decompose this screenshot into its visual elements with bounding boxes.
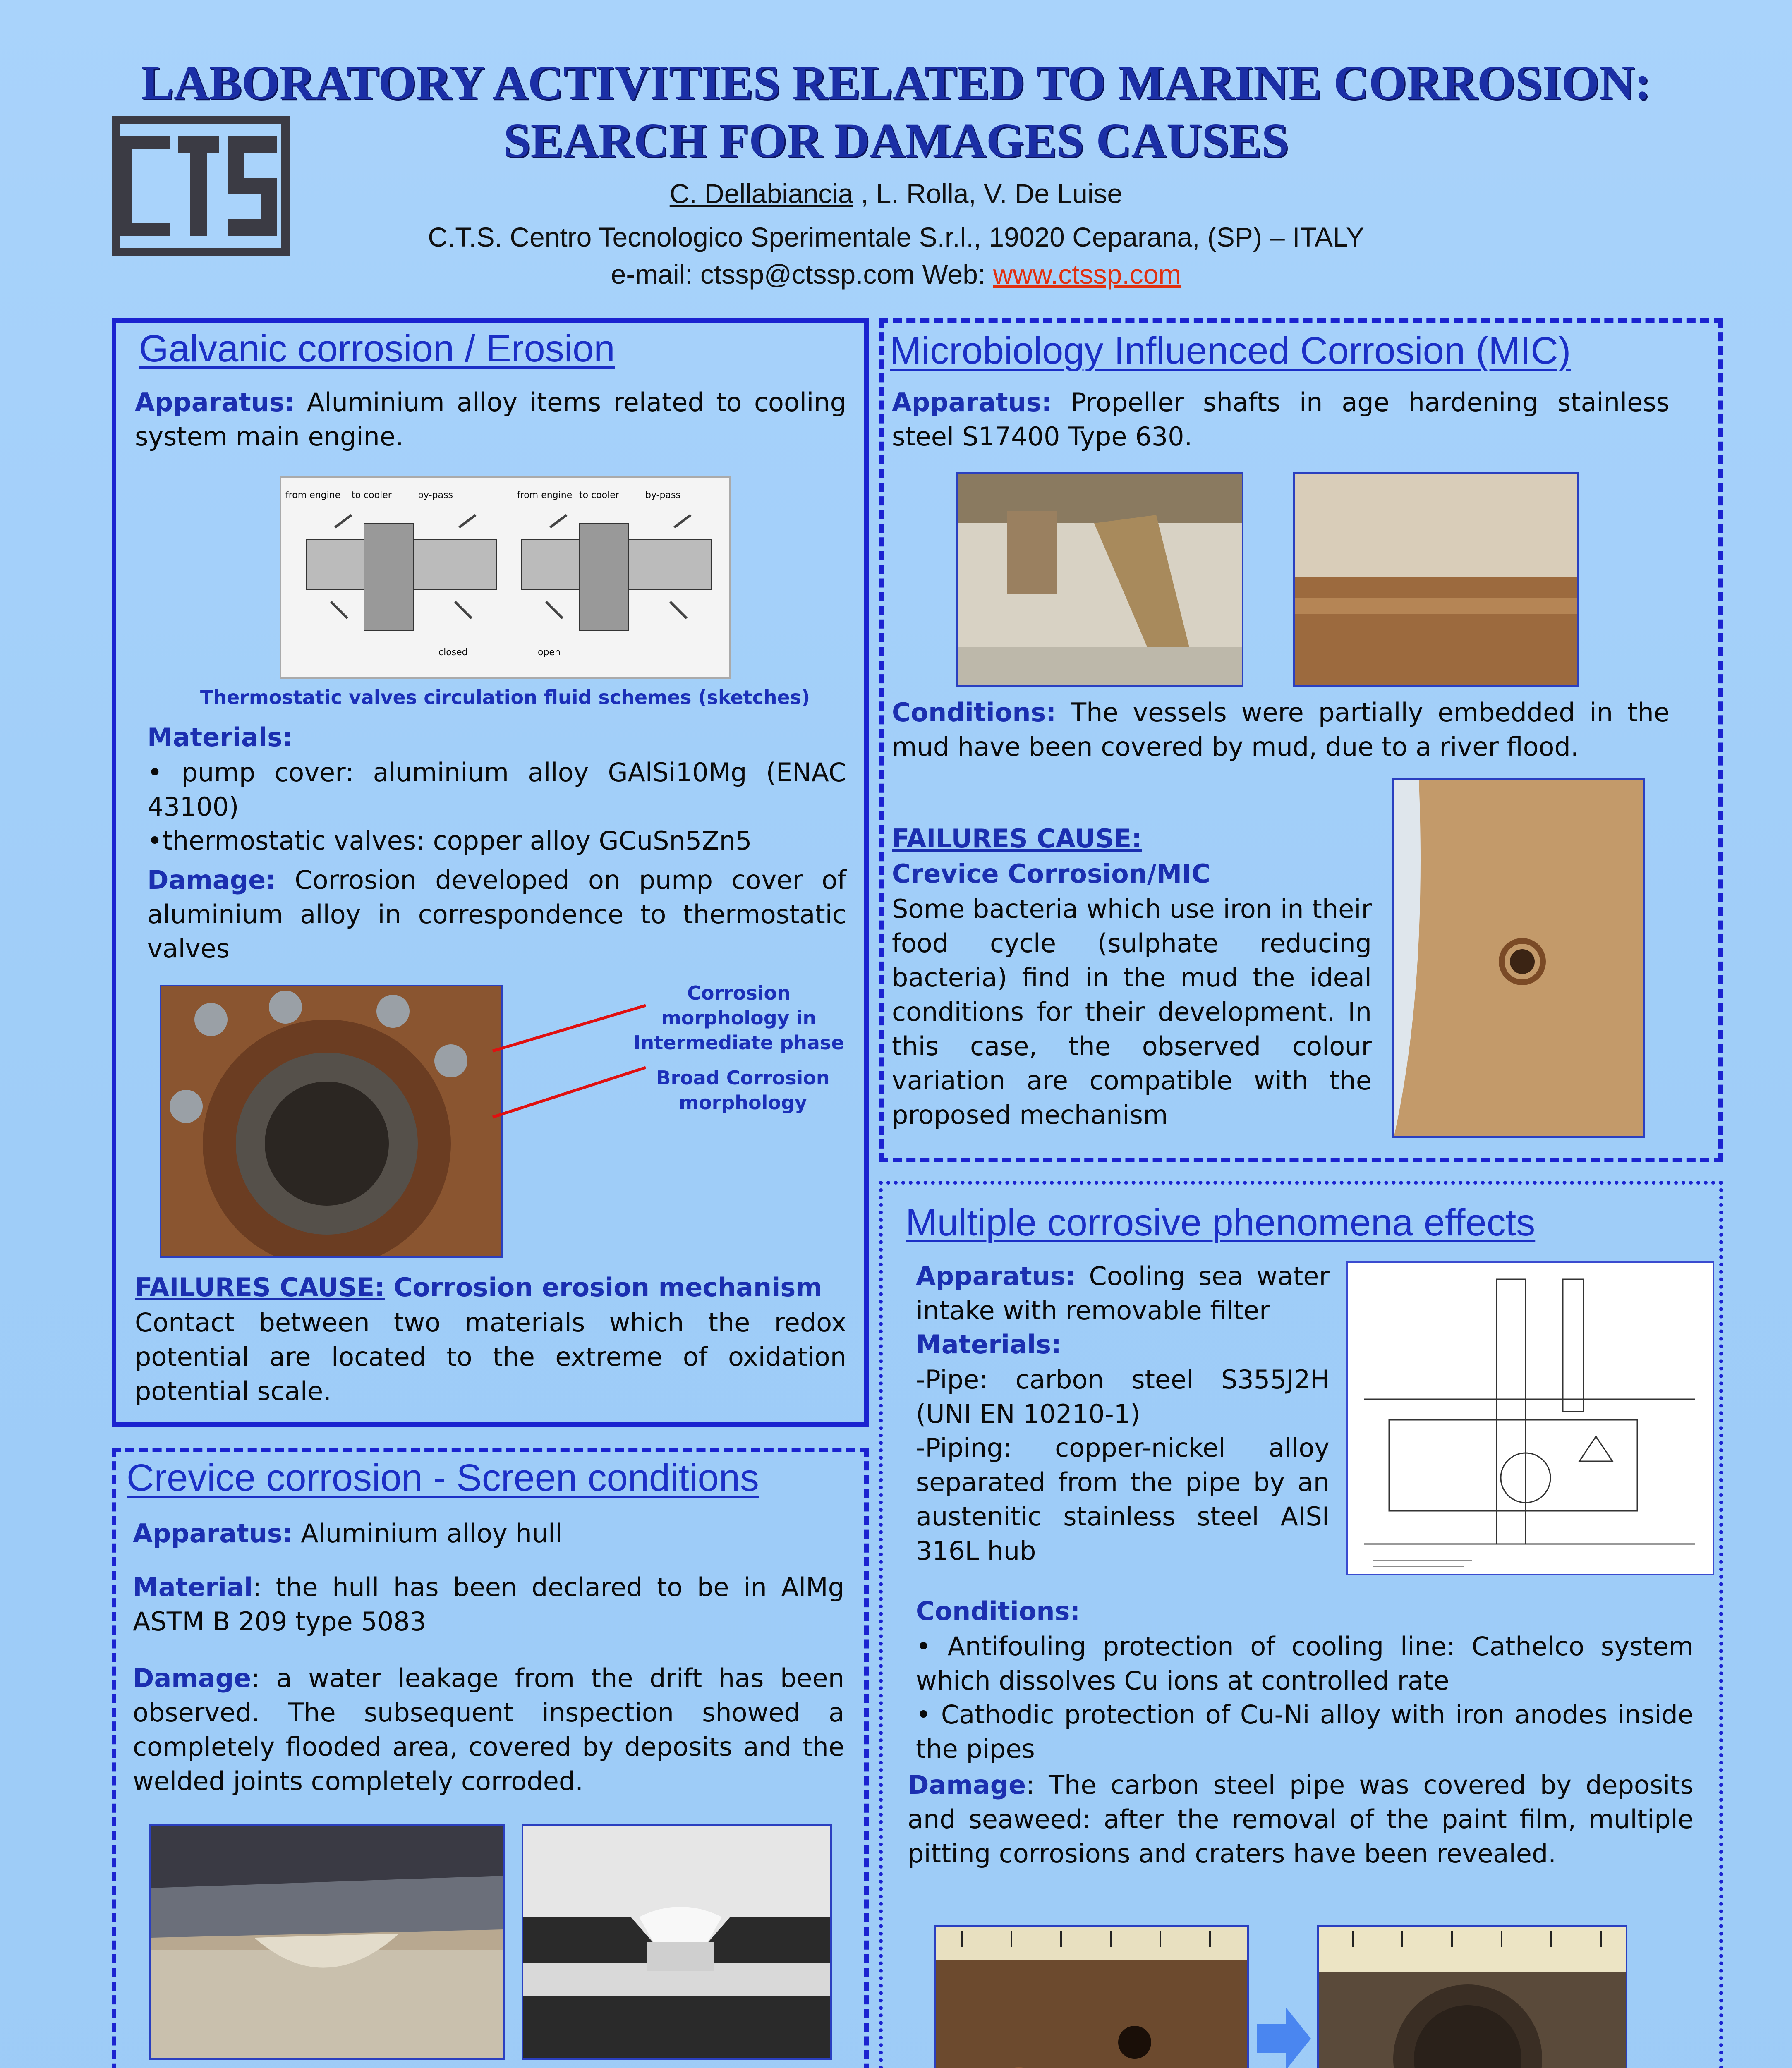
co-authors: , L. Rolla, V. De Luise bbox=[853, 178, 1123, 209]
multiple-condition-2: • Cathodic protection of Cu-Ni alloy with iron anodes inside the pipes bbox=[916, 1699, 1694, 1764]
panel-mic bbox=[879, 318, 1723, 1162]
panel-multiple bbox=[879, 1181, 1723, 2068]
multiple-material-1: -Pipe: carbon steel S355J2H (UNI EN 10210-1) bbox=[916, 1364, 1330, 1429]
crevice-apparatus: Apparatus: Aluminium alloy hull bbox=[133, 1518, 563, 1549]
hull-weld-photo bbox=[149, 1824, 505, 2060]
poster-title bbox=[0, 54, 1792, 170]
crevice-damage: Damage: a water leakage from the drift has been observed. The subsequent inspection showed a completely flooded area, covered by deposits and the welded joints completely corroded. bbox=[133, 1663, 844, 1796]
panel-title-mic: Microbiology Influenced Corrosion (MIC) bbox=[890, 330, 1571, 372]
pump-cover-photo bbox=[160, 985, 503, 1258]
website-link[interactable]: www.ctssp.com bbox=[993, 259, 1181, 290]
authors bbox=[0, 178, 1792, 209]
propeller-shaft-photo-1 bbox=[956, 472, 1243, 687]
galvanic-failure-heading: FAILURES CAUSE: Corrosion erosion mechanism bbox=[135, 1272, 822, 1302]
right-arrow-icon bbox=[1257, 2008, 1311, 2068]
multiple-apparatus: Apparatus: Cooling sea water intake with removable filter bbox=[916, 1261, 1330, 1326]
sketch-label: to cooler bbox=[579, 490, 619, 500]
annotation-intermediate-phase: Corrosion morphology in Intermediate phase bbox=[633, 982, 844, 1054]
galvanic-apparatus: Apparatus: Aluminium alloy items related to cooling system main engine. bbox=[135, 387, 846, 452]
crevice-material: Material: the hull has been declared to be in AlMg ASTM B 209 type 5083 bbox=[133, 1572, 844, 1637]
galvanic-material-1: • pump cover: aluminium alloy GAlSi10Mg (ENAC 43100) bbox=[147, 757, 846, 822]
galvanic-failure-text: Contact between two materials which the redox potential are located to the extreme of oxidation potential scale. bbox=[135, 1307, 846, 1406]
sketch-label: closed bbox=[438, 647, 468, 658]
multiple-conditions-label: Conditions: bbox=[916, 1596, 1080, 1626]
multiple-material-2: -Piping: copper-nickel alloy separated from the pipe by an austenitic stainless steel AISI 316L hub bbox=[916, 1433, 1330, 1566]
mic-apparatus: Apparatus: Propeller shafts in age hardening stainless steel S17400 Type 630. bbox=[892, 387, 1670, 452]
panel-title-multiple: Multiple corrosive phenomena effects bbox=[906, 1202, 1536, 1244]
propeller-shaft-photo-2 bbox=[1293, 472, 1579, 687]
pipe-pitting-photo-1 bbox=[934, 1925, 1249, 2068]
multiple-condition-1: • Antifouling protection of cooling line: Cathelco system which dissolves Cu ions at controlled rate bbox=[916, 1631, 1694, 1696]
sketch-label: to cooler bbox=[352, 490, 392, 500]
mic-failure-heading: FAILURES CAUSE: bbox=[892, 823, 1142, 854]
valve-sketch-caption: Thermostatic valves circulation fluid schemes (sketches) bbox=[200, 686, 810, 708]
title-line-1: LABORATORY ACTIVITIES RELATED TO MARINE CORROSION: bbox=[141, 55, 1651, 110]
title-line-2: SEARCH FOR DAMAGES CAUSES bbox=[503, 113, 1289, 168]
pipe-pitting-photo-2 bbox=[1317, 1925, 1627, 2068]
sketch-label: by-pass bbox=[418, 490, 453, 500]
galvanic-damage: Damage: Corrosion developed on pump cover of aluminium alloy in correspondence to thermostatic valves bbox=[147, 865, 846, 964]
panel-title-crevice: Crevice corrosion - Screen conditions bbox=[127, 1457, 759, 1499]
mic-failure-sub: Crevice Corrosion/MIC bbox=[892, 859, 1210, 889]
sketch-label: by-pass bbox=[645, 490, 680, 500]
intake-drawing bbox=[1346, 1261, 1714, 1575]
annotation-broad-corrosion: Broad Corrosion morphology bbox=[656, 1067, 830, 1114]
multiple-damage: Damage: The carbon steel pipe was covered by deposits and seaweed: after the removal of the paint film, multiple pitting corrosions and craters have been revealed. bbox=[908, 1770, 1694, 1869]
panel-galvanic bbox=[112, 318, 869, 1427]
contact-line bbox=[0, 258, 1792, 290]
mic-failure-text: Some bacteria which use iron in their food cycle (sulphate reducing bacteria) find in the mud the ideal conditions for their development. In this case, the observed colour variation are compatible with the proposed mechanism bbox=[892, 894, 1372, 1130]
galvanic-materials-label: Materials: bbox=[147, 722, 293, 752]
panel-title-galvanic: Galvanic corrosion / Erosion bbox=[139, 328, 615, 370]
main-author: C. Dellabiancia bbox=[669, 178, 853, 209]
galvanic-material-2: •thermostatic valves: copper alloy GCuSn5Zn5 bbox=[147, 826, 752, 856]
email: e-mail: ctssp@ctssp.com Web: bbox=[611, 259, 993, 290]
panel-crevice bbox=[112, 1448, 869, 2068]
macrograph-photo bbox=[522, 1824, 832, 2060]
sketch-label: open bbox=[538, 647, 561, 658]
sketch-label: from engine bbox=[517, 490, 573, 500]
sketch-label: from engine bbox=[285, 490, 341, 500]
affiliation: C.T.S. Centro Tecnologico Sperimentale S.r.l., 19020 Ceparana, (SP) – ITALY bbox=[428, 222, 1364, 252]
mic-conditions: Conditions: The vessels were partially embedded in the mud have been covered by mud, due to a river flood. bbox=[892, 697, 1670, 762]
valve-sketch-figure bbox=[280, 476, 731, 679]
pitted-shaft-photo bbox=[1392, 778, 1645, 1138]
multiple-materials-label: Materials: bbox=[916, 1329, 1061, 1360]
